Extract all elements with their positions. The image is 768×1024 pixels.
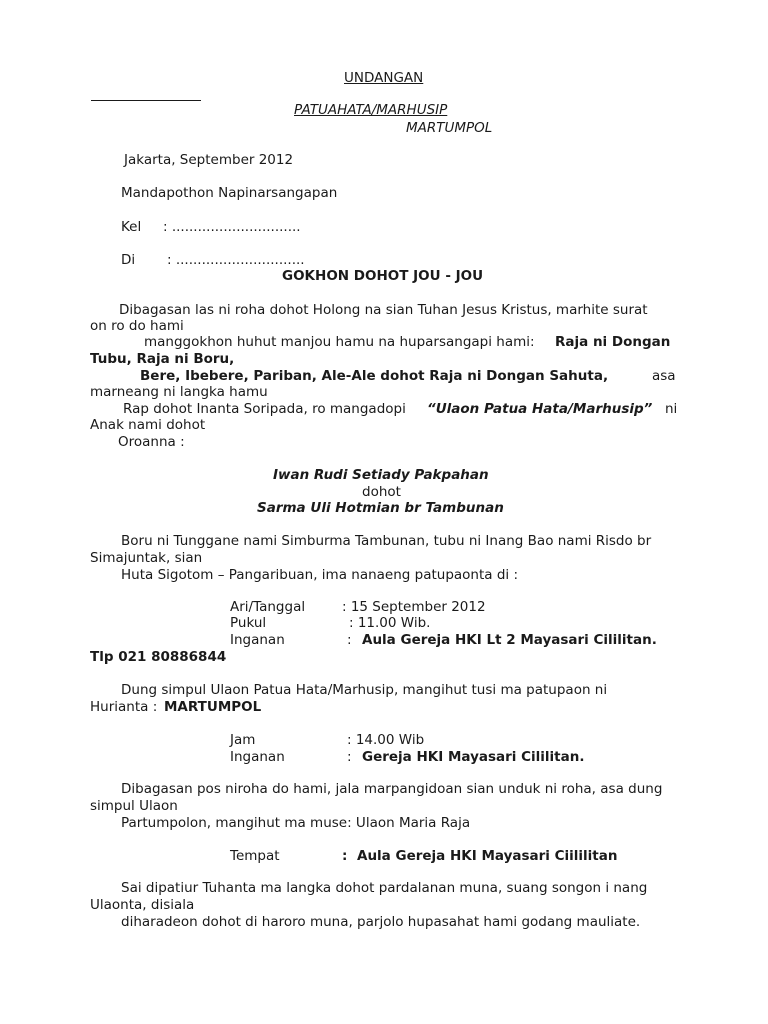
body4-line3: Partumpolon, mangihut ma muse: Ulaon Maria Raja bbox=[121, 815, 471, 831]
body1-line7b: “Ulaon Patua Hata/Marhusip” bbox=[427, 401, 653, 417]
event2-venue-value: Gereja HKI Mayasari Cililitan. bbox=[362, 749, 585, 765]
body4-line1: Dibagasan pos niroha do hami, jala marpangidoan sian unduk ni roha, asa dung bbox=[121, 781, 663, 797]
event1-date-value: : 15 September 2012 bbox=[342, 599, 486, 615]
body2-line3: Huta Sigotom – Pangaribuan, ima nanaeng patupaonta di : bbox=[121, 567, 519, 583]
place-date: Jakarta, September 2012 bbox=[124, 152, 294, 168]
body1-line3a: manggokhon huhut manjou hamu na huparsangapi hami: bbox=[144, 334, 535, 350]
signature-rule bbox=[91, 100, 201, 101]
body1-line5b: asa bbox=[652, 368, 676, 384]
document-subtitle-martumpol: MARTUMPOL bbox=[406, 120, 493, 136]
body1-line8: Anak nami dohot bbox=[90, 417, 206, 433]
closing-line1: Sai dipatiur Tuhanta ma langka dohot pardalanan muna, suang songon i nang bbox=[121, 880, 648, 896]
groom-name: Iwan Rudi Setiady Pakpahan bbox=[273, 467, 489, 483]
event1-venue-value: Aula Gereja HKI Lt 2 Mayasari Cililitan. bbox=[362, 632, 657, 648]
event2-time-label: Jam bbox=[230, 732, 256, 748]
event3-place-label: Tempat bbox=[230, 848, 280, 864]
body1-line5a: Bere, Ibebere, Pariban, Ale-Ale dohot Raja ni Dongan Sahuta, bbox=[140, 368, 609, 384]
event1-phone: Tlp 021 80886844 bbox=[90, 649, 227, 665]
body1-line3b: Raja ni Dongan bbox=[555, 334, 671, 350]
kel-value: : .............................. bbox=[163, 219, 301, 235]
event1-time-label: Pukul bbox=[230, 615, 267, 631]
event1-time-value: : 11.00 Wib. bbox=[349, 615, 431, 631]
body1-line9: Oroanna : bbox=[118, 434, 185, 450]
body2-line1: Boru ni Tunggane nami Simburma Tambunan, tubu ni Inang Bao nami Risdo br bbox=[121, 533, 652, 549]
kel-label: Kel bbox=[121, 219, 142, 235]
body3-line2a: Hurianta : bbox=[90, 699, 158, 715]
event2-venue-label: Inganan bbox=[230, 749, 285, 765]
addressee: Mandapothon Napinarsangapan bbox=[121, 185, 338, 201]
event3-place-value: Aula Gereja HKI Mayasari Ciililitan bbox=[357, 848, 618, 864]
greeting: GOKHON DOHOT JOU - JOU bbox=[282, 268, 484, 284]
body2-line2: Simajuntak, sian bbox=[90, 550, 203, 566]
body1-line7a: Rap dohot Inanta Soripada, ro mangadopi bbox=[123, 401, 406, 417]
document-title: UNDANGAN bbox=[344, 70, 424, 86]
body1-line2: on ro do hami bbox=[90, 318, 184, 334]
body1-line1: Dibagasan las ni roha dohot Holong na sian Tuhan Jesus Kristus, marhite surat bbox=[119, 302, 648, 318]
couple-conjunction: dohot bbox=[362, 484, 401, 500]
event2-venue-colon: : bbox=[347, 749, 352, 765]
document-subtitle-patuahata: PATUAHATA/MARHUSIP bbox=[294, 102, 448, 118]
body1-line7c: ni bbox=[665, 401, 678, 417]
body4-line2: simpul Ulaon bbox=[90, 798, 178, 814]
event2-time-value: : 14.00 Wib bbox=[347, 732, 425, 748]
closing-line2: Ulaonta, disiala bbox=[90, 897, 195, 913]
di-value: : .............................. bbox=[167, 252, 305, 268]
body1-line4: Tubu, Raja ni Boru, bbox=[90, 351, 235, 367]
event1-venue-colon: : bbox=[347, 632, 352, 648]
event3-place-colon: : bbox=[342, 848, 348, 864]
event1-venue-label: Inganan bbox=[230, 632, 285, 648]
body3-line2b: MARTUMPOL bbox=[164, 699, 262, 715]
event1-date-label: Ari/Tanggal bbox=[230, 599, 306, 615]
di-label: Di bbox=[121, 252, 136, 268]
closing-line3: diharadeon dohot di haroro muna, parjolo hupasahat hami godang mauliate. bbox=[121, 914, 641, 930]
body1-line6: marneang ni langka hamu bbox=[90, 384, 268, 400]
bride-name: Sarma Uli Hotmian br Tambunan bbox=[257, 500, 504, 516]
body3-line1: Dung simpul Ulaon Patua Hata/Marhusip, mangihut tusi ma patupaon ni bbox=[121, 682, 608, 698]
